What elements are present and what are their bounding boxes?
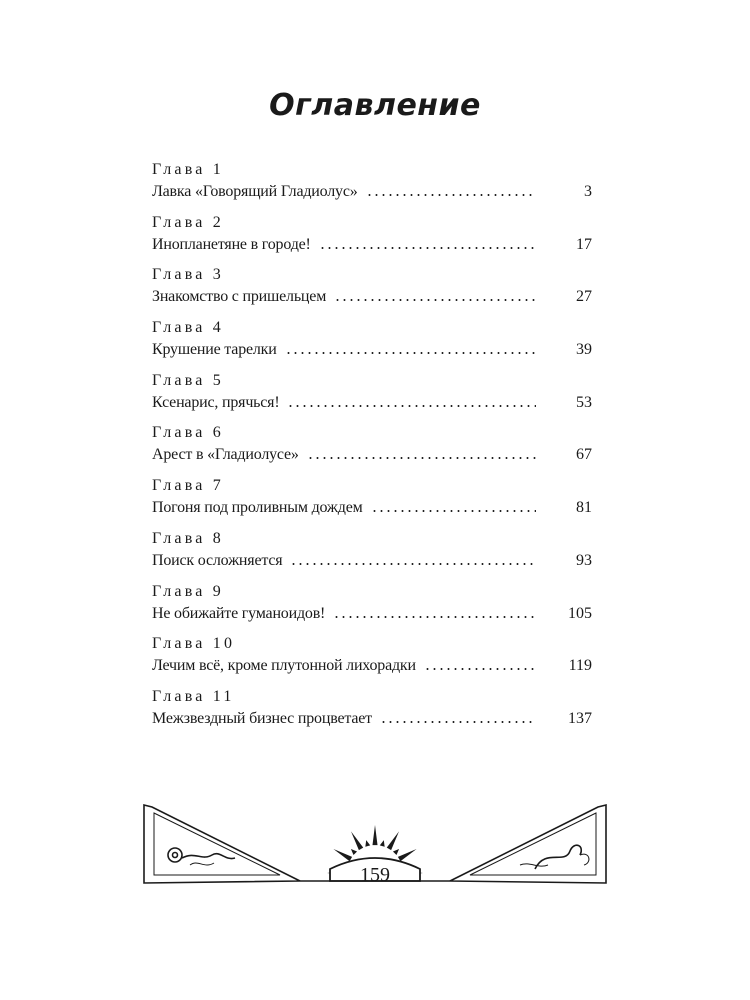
- chapter-page-number: 27: [576, 288, 592, 306]
- chapter-title: Ксенарис, прячься!: [152, 393, 280, 411]
- sun-ray: [380, 840, 385, 847]
- chapter-page-number: 137: [568, 709, 592, 727]
- chapter-label: Глава 2: [152, 213, 224, 231]
- chapter-title: Лавка «Говорящий Гладиолус»: [152, 183, 358, 200]
- toc-line: [152, 551, 592, 571]
- sun-ray: [351, 831, 363, 850]
- chapter-page-number: 39: [576, 341, 592, 359]
- right-wedge-ornament: [450, 805, 606, 883]
- toc-entry: [152, 634, 592, 687]
- toc-entry: [152, 265, 592, 318]
- sun-ray: [333, 849, 352, 861]
- sun-ray: [351, 849, 357, 855]
- toc-entry: [152, 213, 592, 266]
- toc-line: [152, 235, 592, 255]
- sun-ray: [398, 849, 417, 861]
- toc-line: [152, 656, 592, 676]
- chapter-page-number: 81: [576, 499, 592, 517]
- toc-line: [152, 182, 592, 202]
- chapter-page-number: 3: [584, 183, 592, 200]
- toc-line: [152, 340, 592, 360]
- toc-line: [152, 287, 592, 307]
- toc-entry: [152, 476, 592, 529]
- chapter-title: Арест в «Гладиолусе»: [152, 446, 299, 464]
- toc-entry: [152, 160, 592, 213]
- chapter-title: Не обижайте гуманоидов!: [152, 604, 326, 622]
- chapter-page-number: 93: [576, 551, 592, 569]
- sun-ray: [365, 840, 370, 847]
- chapter-label: Глава 10: [152, 635, 236, 653]
- chapter-label: Глава 5: [152, 371, 224, 389]
- sun-ray: [387, 831, 399, 850]
- chapter-title: Крушение тарелки: [152, 341, 277, 359]
- chapter-page-number: 105: [568, 604, 592, 622]
- page-number: 159: [360, 864, 390, 886]
- chapter-label: Глава 7: [152, 477, 224, 495]
- sun-ray: [372, 825, 377, 845]
- left-wedge-ornament: [144, 805, 300, 883]
- toc-line: [152, 498, 592, 518]
- toc-entry: [152, 423, 592, 476]
- chapter-page-number: 67: [576, 446, 592, 464]
- page-title: Оглавление: [269, 88, 481, 123]
- chapter-page-number: 17: [576, 235, 592, 253]
- dot-leader: [380, 720, 536, 724]
- chapter-label: Глава 8: [152, 529, 224, 547]
- toc-entry: [152, 687, 592, 740]
- chapter-label: Глава 4: [152, 319, 224, 337]
- toc-entry: [152, 529, 592, 582]
- dot-leader: [334, 298, 536, 302]
- chapter-title: Знакомство с пришельцем: [152, 288, 327, 306]
- chapter-title: Инопланетяне в городе!: [152, 235, 311, 253]
- chapter-title: Межзвездный бизнес процветает: [152, 709, 372, 727]
- chapter-label: Глава 6: [152, 424, 224, 442]
- chapter-label: Глава 1: [152, 161, 224, 178]
- chapter-page-number: 119: [568, 657, 592, 675]
- toc-line: [152, 393, 592, 413]
- toc-line: [152, 445, 592, 465]
- chapter-title: Погоня под проливным дождем: [152, 499, 363, 517]
- dot-leader: [371, 509, 536, 513]
- chapter-label: Глава 9: [152, 582, 224, 600]
- toc-line: [152, 604, 592, 624]
- toc-entry: [152, 318, 592, 371]
- chapter-title: Поиск осложняется: [152, 551, 283, 569]
- chapter-label: Глава 11: [152, 687, 235, 705]
- chapter-label: Глава 3: [152, 266, 224, 284]
- dot-leader: [366, 193, 536, 197]
- dot-leader: [285, 351, 535, 355]
- toc-entry: [152, 582, 592, 635]
- table-of-contents: [152, 160, 592, 740]
- dot-leader: [319, 246, 536, 250]
- chapter-title: Лечим всё, кроме плутонной лихорадки: [152, 657, 416, 675]
- toc-line: [152, 709, 592, 729]
- sun-ray: [393, 849, 399, 855]
- dot-leader: [424, 667, 536, 671]
- dot-leader: [290, 562, 536, 566]
- toc-entry: [152, 371, 592, 424]
- chapter-page-number: 53: [576, 393, 592, 411]
- dot-leader: [333, 615, 536, 619]
- dot-leader: [287, 404, 536, 408]
- dot-leader: [307, 456, 536, 460]
